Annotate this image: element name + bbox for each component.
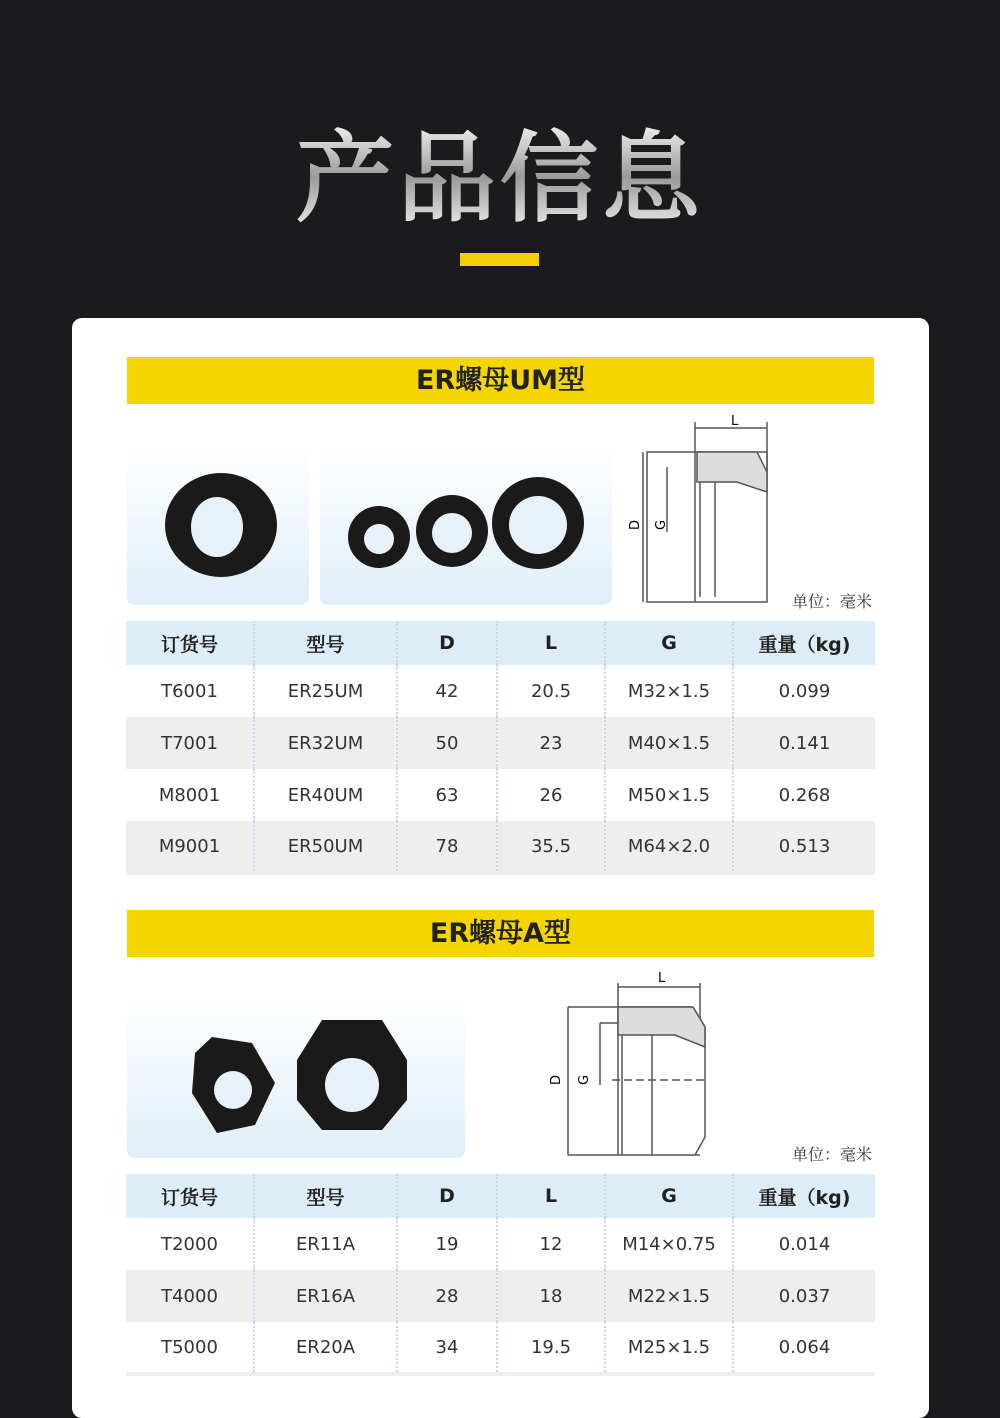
diagram-label-l: L <box>731 414 739 429</box>
cell: 0.513 <box>733 821 875 873</box>
unit-label: 单位：毫米 <box>792 592 873 611</box>
header-cell: 型号 <box>254 621 397 665</box>
cell: ER50UM <box>254 821 397 873</box>
header-cell: 型号 <box>254 1174 397 1218</box>
table-row <box>126 717 875 769</box>
header-cell: 订货号 <box>126 1174 254 1218</box>
product-image-um-set <box>320 447 612 605</box>
cell: M22×1.5 <box>605 1270 733 1322</box>
table-header <box>126 1174 875 1218</box>
cell: 63 <box>397 769 497 821</box>
cell: 0.268 <box>733 769 875 821</box>
table-row <box>126 1218 875 1270</box>
cell: 23 <box>497 717 605 769</box>
cell: 26 <box>497 769 605 821</box>
diagram-label-d: D <box>549 1074 564 1085</box>
product-image-a <box>127 995 465 1158</box>
cell: 0.037 <box>733 1270 875 1322</box>
cell: 34 <box>397 1322 497 1374</box>
cell: 12 <box>497 1218 605 1270</box>
um-dimension-diagram <box>625 412 775 607</box>
header-cell: G <box>605 621 733 665</box>
section-header-a: ER螺母A型 <box>127 910 874 957</box>
cell: T6001 <box>161 680 218 702</box>
cell: ER20A <box>254 1322 397 1374</box>
cell: 50 <box>397 717 497 769</box>
cell: 35.5 <box>497 821 605 873</box>
header-cell: 重量（kg) <box>733 1174 875 1218</box>
spec-table-a <box>126 1174 875 1376</box>
cell: T4000 <box>126 1270 254 1322</box>
header-cell: G <box>605 1174 733 1218</box>
cell: M9001 <box>126 821 254 873</box>
cell: T7001 <box>126 717 254 769</box>
page-title: 产品信息 <box>0 100 1000 241</box>
title-underline <box>460 253 539 266</box>
header-cell: L <box>497 1174 605 1218</box>
table-row <box>126 1270 875 1322</box>
cell: ER25UM <box>254 665 397 717</box>
diagram-label-d: D <box>628 519 643 530</box>
cell: M25×1.5 <box>605 1322 733 1374</box>
cell: M8001 <box>158 784 221 806</box>
diagram-label-l: L <box>658 971 666 986</box>
diagram-label-g: G <box>654 519 669 530</box>
cell: 0.141 <box>733 717 875 769</box>
header-cell: D <box>397 621 497 665</box>
table-header <box>126 621 875 665</box>
cell: ER32UM <box>254 717 397 769</box>
cell: 0.014 <box>733 1218 875 1270</box>
table-row <box>126 665 875 717</box>
cell: 19 <box>397 1218 497 1270</box>
cell: ER16A <box>254 1270 397 1322</box>
header-cell: 订货号 <box>126 621 254 665</box>
product-image-um-single <box>127 447 309 605</box>
cell: 19.5 <box>497 1322 605 1374</box>
section-header-um: ER螺母UM型 <box>127 357 874 404</box>
header-cell: 重量（kg) <box>733 621 875 665</box>
table-row <box>126 769 875 821</box>
cell: T2000 <box>161 1233 218 1255</box>
cell: 20.5 <box>497 665 605 717</box>
cell: M40×1.5 <box>605 717 733 769</box>
cell: 0.064 <box>733 1322 875 1374</box>
table-row <box>126 1322 875 1374</box>
cell: M14×0.75 <box>605 1218 733 1270</box>
cell: ER40UM <box>254 769 397 821</box>
cell: M32×1.5 <box>605 665 733 717</box>
cell: 78 <box>397 821 497 873</box>
spec-table-um <box>126 621 875 875</box>
cell: 42 <box>397 665 497 717</box>
diagram-label-g: G <box>577 1074 592 1085</box>
cell: 28 <box>397 1270 497 1322</box>
cell: ER11A <box>254 1218 397 1270</box>
header-cell: D <box>397 1174 497 1218</box>
unit-label: 单位：毫米 <box>792 1145 873 1164</box>
cell: M64×2.0 <box>605 821 733 873</box>
cell: M50×1.5 <box>605 769 733 821</box>
cell: 0.099 <box>733 665 875 717</box>
cell: T5000 <box>126 1322 254 1374</box>
cell: 18 <box>497 1270 605 1322</box>
table-row <box>126 821 875 873</box>
header-cell: L <box>497 621 605 665</box>
a-dimension-diagram <box>540 965 720 1160</box>
